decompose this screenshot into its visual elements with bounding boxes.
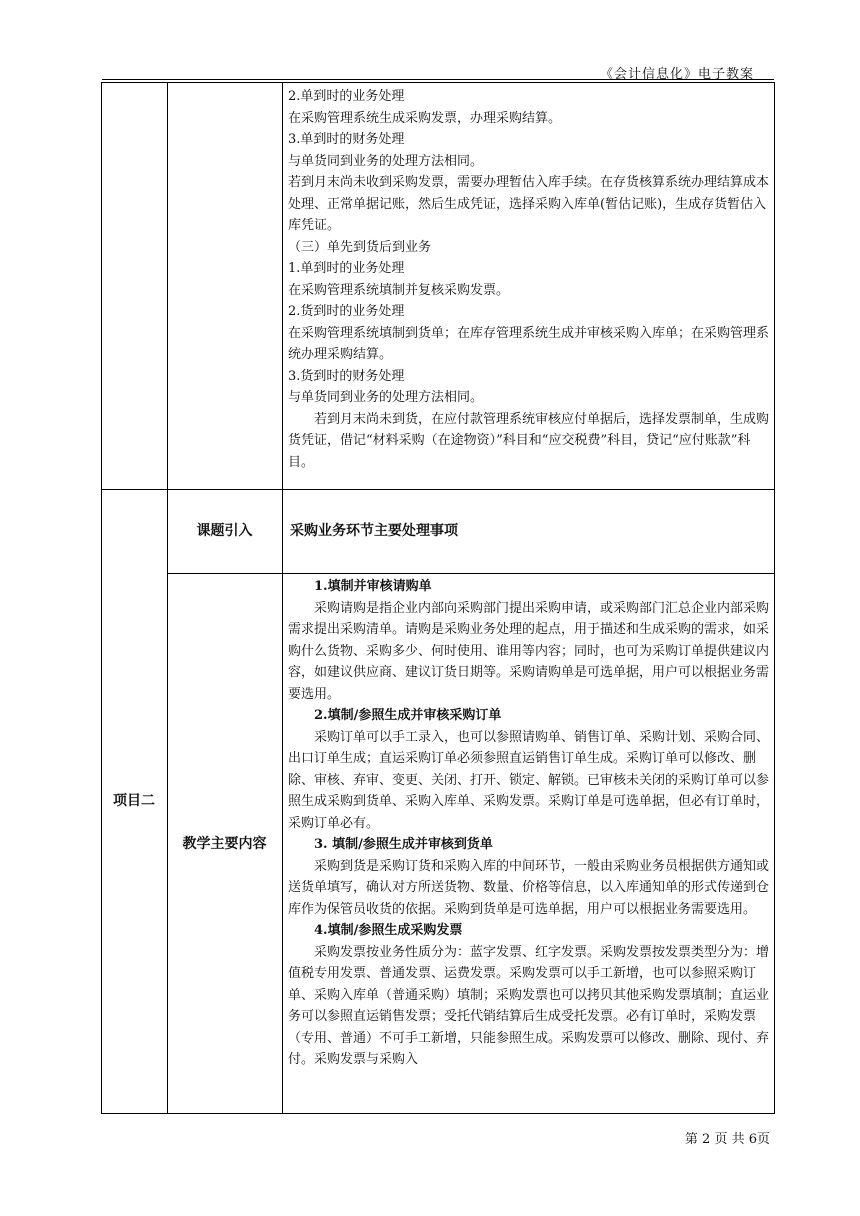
section-heading: 2.填制/参照生成并审核采购订单: [314, 708, 502, 723]
paragraph: （三）单先到货后到业务: [288, 239, 432, 255]
upper-content-block: [288, 86, 770, 473]
paragraph: 在采购管理系统填制并复核采购发票。: [288, 282, 510, 298]
paragraph: 2.货到时的业务处理: [288, 304, 405, 319]
paragraph: 1.单到时的业务处理: [288, 261, 405, 276]
paragraph: 2.单到时的业务处理: [288, 89, 405, 104]
paragraph: 在采购管理系统生成采购发票，办理采购结算。: [288, 110, 562, 126]
paragraph: 若到月末尚未收到采购发票，需要办理暂估入库手续。在存货核算系统办理结算成本处理、正常单据记账，然后生成凭证，选择采购入库单(暂估记账)，生成存货暂估入库凭证。: [288, 175, 770, 233]
document-header-title: 《会计信息化》电子教案: [599, 67, 754, 82]
row-divider-intro: [167, 573, 775, 574]
section-heading: 4.填制/参照生成采购发票: [314, 923, 463, 938]
paragraph: 若到月末尚未到货，在应付款管理系统审核应付单据后，选择发票制单，生成购货凭证，借记“材料采购（在途物资）”科目和“应交税费”科目，贷记“应付账款”科目。: [288, 411, 770, 470]
intro-label: 课题引入: [196, 523, 253, 539]
project-label: 项目二: [113, 793, 155, 809]
paragraph: 采购订单可以手工录入，也可以参照请购单、销售订单、采购计划、采购合同、出口订单生成；直运采购订单必须参照直运销售订单生成。采购订单可以修改、删除、审核、弃审、变更、关闭、打开、锁定、解锁。已审核未关闭的采购订单可以参照生成采购到货单、采购入库单、采购发票。采购订单是可选单据，但必有订单时，采购订单必有。: [288, 729, 770, 831]
page-number: 第 2 页 共 6页: [684, 1132, 770, 1147]
intro-text: 采购业务环节主要处理事项: [290, 523, 458, 539]
column-divider-1: [167, 82, 168, 1114]
paragraph: 采购到货是采购订货和采购入库的中间环节，一般由采购业务员根据供方通知或送货单填写，确认对方所送货物、数量、价格等信息，以入库通知单的形式传递到仓库作为保管员收货的依据。采购到货单是可选单据，用户可以根据业务需要选用。: [288, 858, 770, 917]
paragraph: 与单货同到业务的处理方法相同。: [288, 153, 484, 169]
header-divider: [102, 79, 774, 80]
section-heading: 3. 填制/参照生成并审核到货单: [314, 837, 493, 852]
section-heading: 1.填制并审核请购单: [314, 579, 432, 594]
paragraph: 3.货到时的财务处理: [288, 368, 405, 384]
row-divider-top: [101, 489, 775, 490]
paragraph: 与单货同到业务的处理方法相同。: [288, 390, 484, 405]
column-divider-2: [282, 82, 283, 1114]
paragraph: 采购发票按业务性质分为：蓝字发票、红字发票。采购发票按发票类型分为：增值税专用发票、普通发票、运费发票。采购发票可以手工新增，也可以参照采购订单、采购入库单（普通采购）填制；采购发票也可以拷贝其他采购发票填制；直运业务可以参照直运销售发票；受托代销结算后生成受托发票。必有订单时，采购发票（专用、普通）不可手工新增，只能参照生成。采购发票可以修改、删除、现付、弃付。采购发票与采购入: [288, 944, 770, 1067]
main-content-label: 教学主要内容: [182, 836, 267, 852]
paragraph: 在采购管理系统填制到货单；在库存管理系统生成并审核采购入库单；在采购管理系统办理采购结算。: [288, 325, 770, 362]
main-content-block: [288, 576, 770, 1071]
paragraph: 3.单到时的财务处理: [288, 132, 405, 147]
paragraph: 采购请购是指企业内部向采购部门提出采购申请，或采购部门汇总企业内部采购需求提出采购清单。请购是采购业务处理的起点，用于描述和生成采购的需求，如采购什么货物、采购多少、何时使用、谁用等内容；同时，也可为采购订单提供建议内容，如建议供应商、建议订货日期等。采购请购单是可选单据，用户可以根据业务需要选用。: [288, 600, 770, 702]
